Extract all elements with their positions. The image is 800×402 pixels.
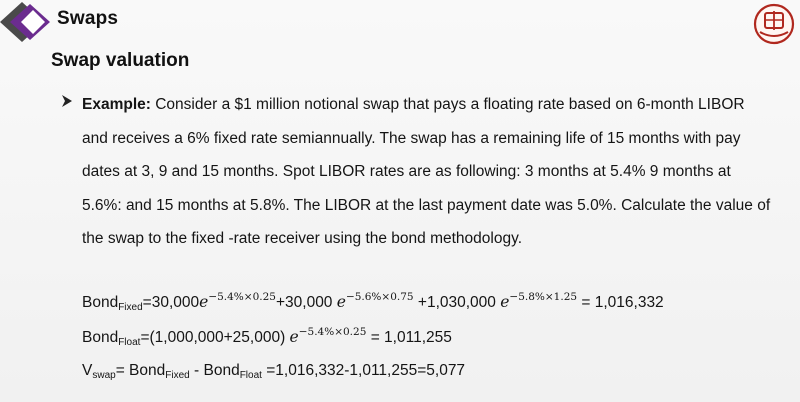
eq-term: =(1,000,000+25,000) [140, 329, 290, 346]
eq-lhs: Bond [82, 329, 119, 346]
eq-e: e [336, 293, 346, 311]
university-seal-icon [752, 2, 796, 46]
eq-e: e [199, 293, 209, 311]
example-text: Consider a $1 million notional swap that pays a floating rate based on 6-month LIBOR and receives a 6% fixed rate semiannually. The swap has a remaining life of 15 months with pay dates at 3, 9 and 15 months. Spot LIBOR rates are as following: 3 months at 5.4% 9 months at 5.6%: and 15 months at 5.8%. The LIBOR at the last payment date was 5.0%. Calculate the value of the swap to the fixed -rate receiver using the bond methodology. [82, 96, 771, 248]
slide-title: Swaps [57, 8, 119, 29]
example-paragraph [82, 88, 772, 256]
eq-term: = Bond [115, 362, 166, 379]
eq-lhs-sub: swap [92, 370, 116, 381]
eq-term: +1,030,000 [413, 294, 501, 311]
eq-exponent: −5.4%×0.25 [298, 326, 367, 338]
eq-exponent: −5.4%×0.25 [208, 291, 276, 303]
eq-e: e [289, 328, 299, 346]
equation-v-swap [82, 362, 465, 381]
eq-result: = 1,011,255 [366, 329, 452, 346]
eq-exponent: −5.8%×1.25 [509, 291, 578, 303]
section-subtitle: Swap valuation [51, 50, 190, 71]
eq-lhs: V [82, 362, 93, 379]
eq-term: - Bond [189, 362, 240, 379]
eq-e: e [500, 293, 510, 311]
equation-bond-fixed [82, 291, 664, 313]
eq-sub: Fixed [165, 370, 190, 381]
eq-lhs: Bond [82, 294, 119, 311]
eq-sub: Float [239, 370, 262, 381]
example-label: Example: [82, 96, 151, 113]
diamond-chevron-icon [0, 2, 58, 42]
equation-bond-float [82, 326, 452, 348]
eq-term: +30,000 [275, 294, 337, 311]
eq-result: = 1,016,332 [577, 294, 664, 311]
arrow-bullet-icon [60, 94, 74, 108]
eq-lhs-sub: Float [118, 337, 141, 348]
eq-lhs-sub: Fixed [118, 302, 143, 313]
eq-result: =1,016,332-1,011,255=5,077 [261, 362, 466, 379]
eq-exponent: −5.6%×0.75 [345, 291, 414, 303]
eq-term: =30,000 [142, 294, 200, 311]
